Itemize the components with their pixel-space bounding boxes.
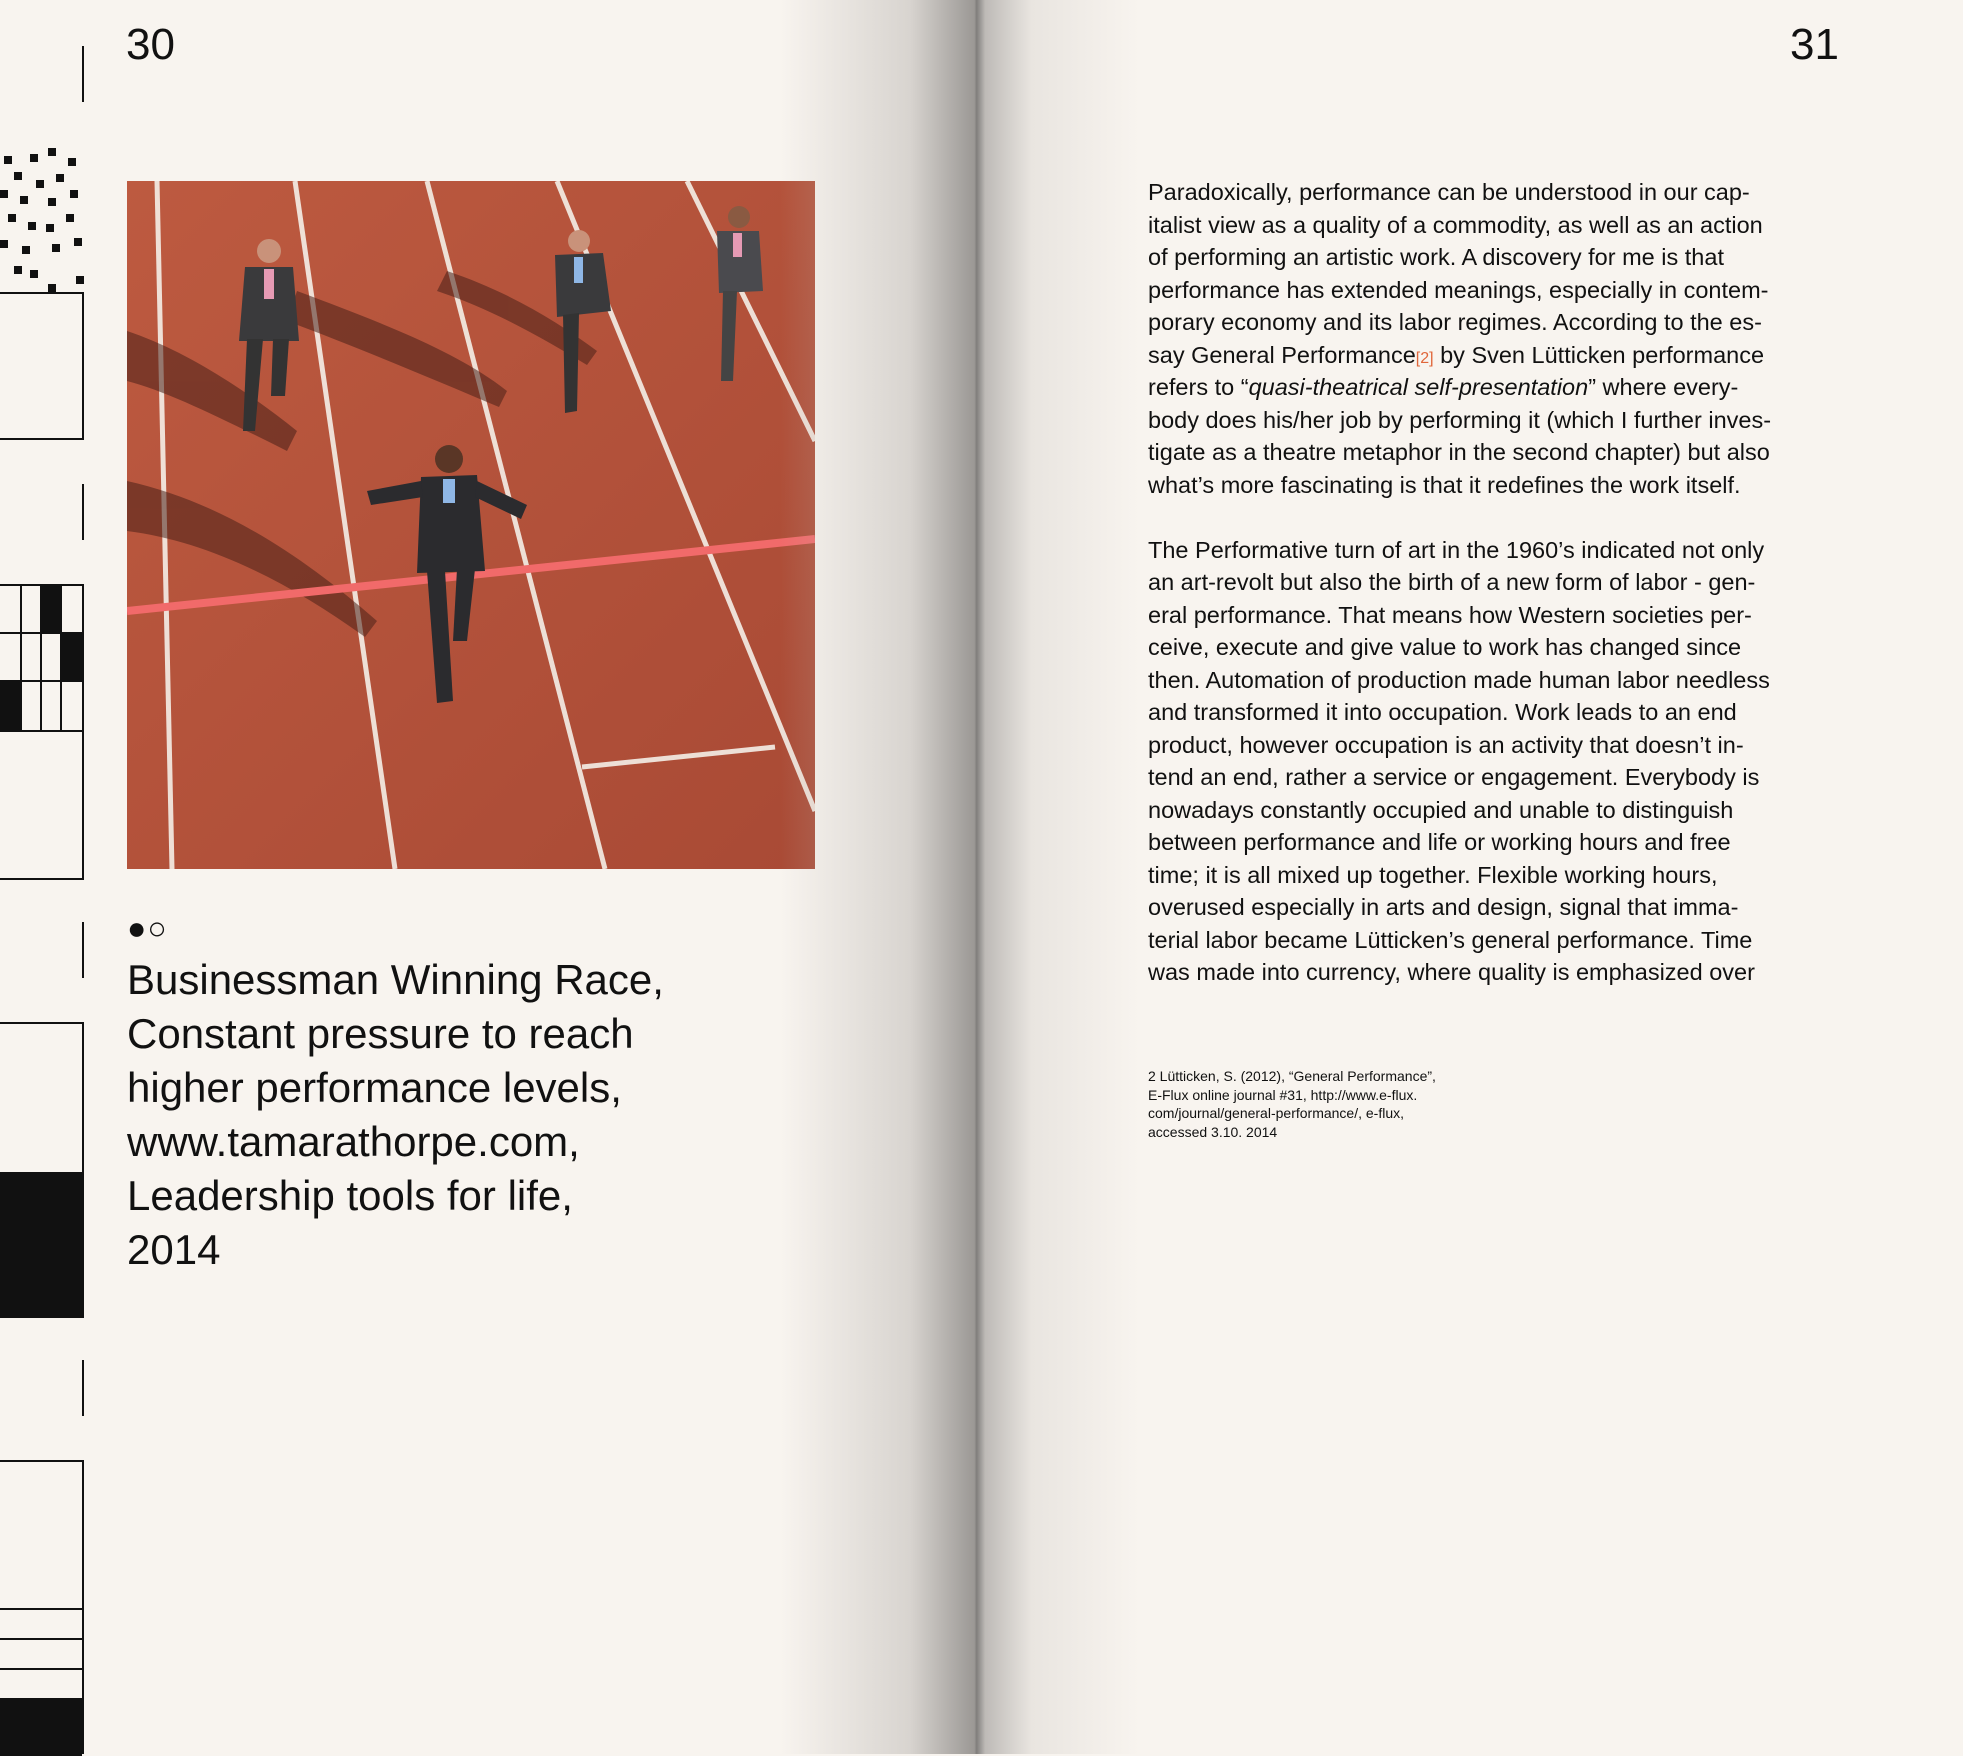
caption-line: Businessman Winning Race,	[127, 956, 664, 1003]
grid-line	[0, 680, 84, 682]
margin-dot	[70, 190, 78, 198]
text-line-with-reference	[1148, 339, 1848, 372]
body-text	[1148, 176, 1848, 989]
margin-dot	[22, 246, 30, 254]
grid-line	[20, 586, 22, 732]
footnote-line: com/journal/general-performance/, e-flux,	[1148, 1105, 1405, 1121]
text-line: eral performance. That means how Western societies per-	[1148, 601, 1752, 628]
margin-dot	[0, 190, 8, 198]
text-line: nowadays constantly occupied and unable to distinguish	[1148, 796, 1734, 823]
margin-lines-box	[0, 1460, 84, 1754]
page-number-left: 30	[126, 20, 175, 69]
rule-line	[0, 1638, 82, 1640]
text-line: was made into currency, where quality is emphasized over	[1148, 959, 1755, 985]
text-line: performance has extended meanings, especially in contem-	[1148, 276, 1769, 303]
text-line: body does his/her job by performing it (which I further inves-	[1148, 406, 1772, 433]
footnote-line: E-Flux online journal #31, http://www.e-flux.	[1148, 1086, 1418, 1103]
caption-line: higher performance levels,	[127, 1064, 622, 1111]
text-line: italist view as a quality of a commodity, as well as an action	[1148, 211, 1763, 238]
text-line: porary economy and its labor regimes. According to the es-	[1148, 309, 1762, 335]
margin-tick	[82, 1360, 84, 1416]
margin-dot	[76, 276, 84, 284]
grid-line	[60, 586, 62, 732]
text-line: and transformed it into occupation. Work leads to an end	[1148, 699, 1737, 725]
margin-dot	[48, 198, 56, 206]
italic-quote: quasi-theatrical self-presentation	[1248, 374, 1589, 400]
text-line: tigate as a theatre metaphor in the second chapter) but also	[1148, 439, 1770, 465]
rule-line	[0, 1668, 82, 1670]
margin-box	[0, 730, 84, 880]
margin-dot	[30, 154, 38, 162]
filled-block	[0, 1698, 82, 1756]
margin-dot	[48, 284, 56, 292]
grid-cell-filled	[0, 682, 22, 732]
caption-line: 2014	[127, 1226, 221, 1273]
image-caption	[127, 953, 767, 1277]
margin-dot	[28, 222, 36, 230]
businessmen-race-photo	[127, 181, 815, 869]
paragraph-gap	[1148, 501, 1848, 534]
margin-dot	[66, 214, 74, 222]
margin-tick	[82, 46, 84, 102]
margin-dot	[30, 270, 38, 278]
text-fragment: say General Performance	[1148, 341, 1416, 368]
text-line: terial labor became Lütticken’s general performance. Time	[1148, 926, 1753, 953]
caption-line: Constant pressure to reach	[127, 1010, 634, 1057]
margin-dot	[4, 156, 12, 164]
margin-dot	[36, 180, 44, 188]
text-line: an art-revolt but also the birth of a new form of labor - gen-	[1148, 569, 1756, 595]
margin-dot	[14, 172, 22, 180]
text-line: The Performative turn of art in the 1960’s indicated not only	[1148, 536, 1765, 563]
caption-line: Leadership tools for life,	[127, 1172, 573, 1219]
text-line: tend an end, rather a service or engagement. Everybody is	[1148, 764, 1760, 790]
margin-grid-box	[0, 584, 84, 732]
text-fragment: by Sven Lütticken performance	[1433, 341, 1765, 368]
margin-box-half-filled	[0, 1022, 84, 1318]
margin-tick	[82, 922, 84, 978]
footnote-reference-link[interactable]: [2]	[1415, 349, 1434, 367]
text-line: Paradoxically, performance can be understood in our cap-	[1148, 179, 1750, 205]
caption-line: www.tamarathorpe.com,	[127, 1118, 580, 1165]
margin-dot	[46, 224, 54, 232]
margin-tick	[82, 484, 84, 540]
margin-box	[0, 292, 84, 440]
text-fragment: ” where every-	[1588, 374, 1739, 400]
margin-dot	[48, 148, 56, 156]
text-fragment: refers to “	[1148, 374, 1249, 400]
text-line: of performing an artistic work. A discovery for me is that	[1148, 244, 1724, 270]
page-number-right: 31	[1790, 20, 1839, 69]
grid-line	[0, 632, 84, 634]
footnote-line: 2 Lütticken, S. (2012), “General Performance”,	[1148, 1068, 1436, 1084]
margin-dot	[56, 174, 64, 182]
text-line: time; it is all mixed up together. Flexible working hours,	[1148, 861, 1718, 888]
margin-dot	[8, 214, 16, 222]
text-line: between performance and life or working hours and free	[1148, 829, 1731, 855]
margin-dot	[20, 196, 28, 204]
margin-dot	[52, 244, 60, 252]
rule-line	[0, 1608, 82, 1610]
book-gutter-shadow	[780, 0, 1140, 1754]
margin-dot	[14, 266, 22, 274]
text-line: overused especially in arts and design, signal that imma-	[1148, 894, 1739, 920]
margin-dot	[68, 158, 76, 166]
margin-dot	[74, 238, 82, 246]
footnote-line: accessed 3.10. 2014	[1148, 1123, 1278, 1140]
grid-line	[40, 586, 42, 732]
margin-dot	[0, 240, 8, 248]
footnote	[1148, 1067, 1488, 1141]
caption-marker: ●○	[127, 910, 168, 946]
text-line: what’s more fascinating is that it redefines the work itself.	[1148, 471, 1741, 498]
grid-cell-filled	[62, 634, 82, 682]
text-line: then. Automation of production made human labor needless	[1148, 666, 1770, 693]
text-line: product, however occupation is an activity that doesn’t in-	[1148, 731, 1744, 758]
filled-block	[0, 1172, 82, 1318]
text-line-with-quote	[1148, 371, 1848, 404]
margin-graphic-strip	[0, 0, 90, 1754]
text-line: ceive, execute and give value to work has changed since	[1148, 634, 1742, 660]
grid-cell-filled	[40, 586, 62, 634]
